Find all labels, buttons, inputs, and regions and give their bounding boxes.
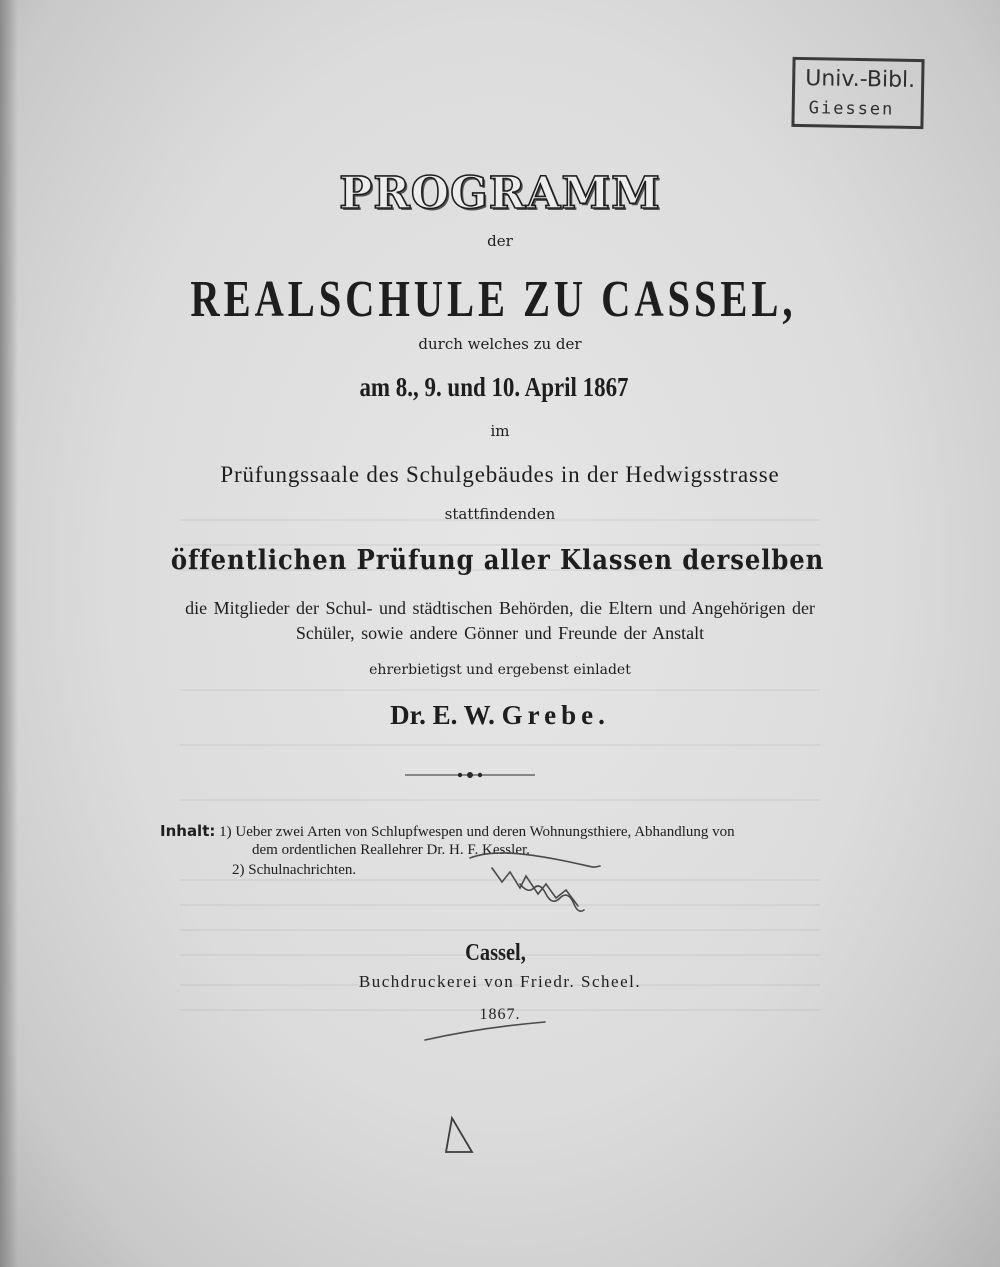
- author-surname: Grebe.: [501, 700, 610, 730]
- imprint-city: Cassel,: [465, 940, 526, 966]
- contents-item-1-line-1: 1) Ueber zwei Arten von Schlupfwespen und deren Wohnungsthiere, Abhandlung von: [219, 824, 735, 840]
- stamp-line-2: Giessen: [808, 98, 895, 120]
- pencil-delta-mark: [446, 1118, 472, 1152]
- text-durch: durch welches zu der: [418, 335, 582, 353]
- exam-place: Prüfungssaale des Schulgebäudes in der Hedwigsstrasse: [220, 462, 780, 487]
- contents-label: Inhalt:: [160, 822, 216, 840]
- invitees-line-1: die Mitglieder der Schul- und städtischen Behörden, die Eltern und Angehörigen der: [185, 598, 815, 618]
- contents-item-1-line-2: dem ordentlichen Reallehrer Dr. H. F. Kessler.: [252, 842, 530, 858]
- faint-bleed-through: [180, 520, 820, 1010]
- contents-item-2: 2) Schulnachrichten.: [232, 862, 357, 878]
- stamp-line-1: Univ.-Bibl.: [805, 66, 916, 93]
- invite-text: ehrerbietigst und ergebenst einladet: [369, 662, 631, 678]
- exam-title: öffentlichen Prüfung aller Klassen derselben: [170, 545, 825, 576]
- imprint-printer: Buchdruckerei von Friedr. Scheel.: [358, 972, 642, 991]
- text-stattfindenden: stattfindenden: [444, 505, 556, 523]
- title-programm: PROGRAMM: [339, 168, 661, 219]
- school-name: REALSCHULE ZU CASSEL,: [190, 271, 797, 328]
- invitees-line-2: Schüler, sowie andere Gönner und Freunde der Anstalt: [295, 623, 705, 643]
- handwritten-signature: [425, 853, 600, 1040]
- title-der: der: [487, 232, 513, 250]
- imprint-year: 1867.: [479, 1006, 521, 1023]
- text-im: im: [490, 422, 510, 440]
- author-prefix: Dr. E. W.: [390, 700, 495, 730]
- exam-dates: am 8., 9. und 10. April 1867: [359, 372, 629, 402]
